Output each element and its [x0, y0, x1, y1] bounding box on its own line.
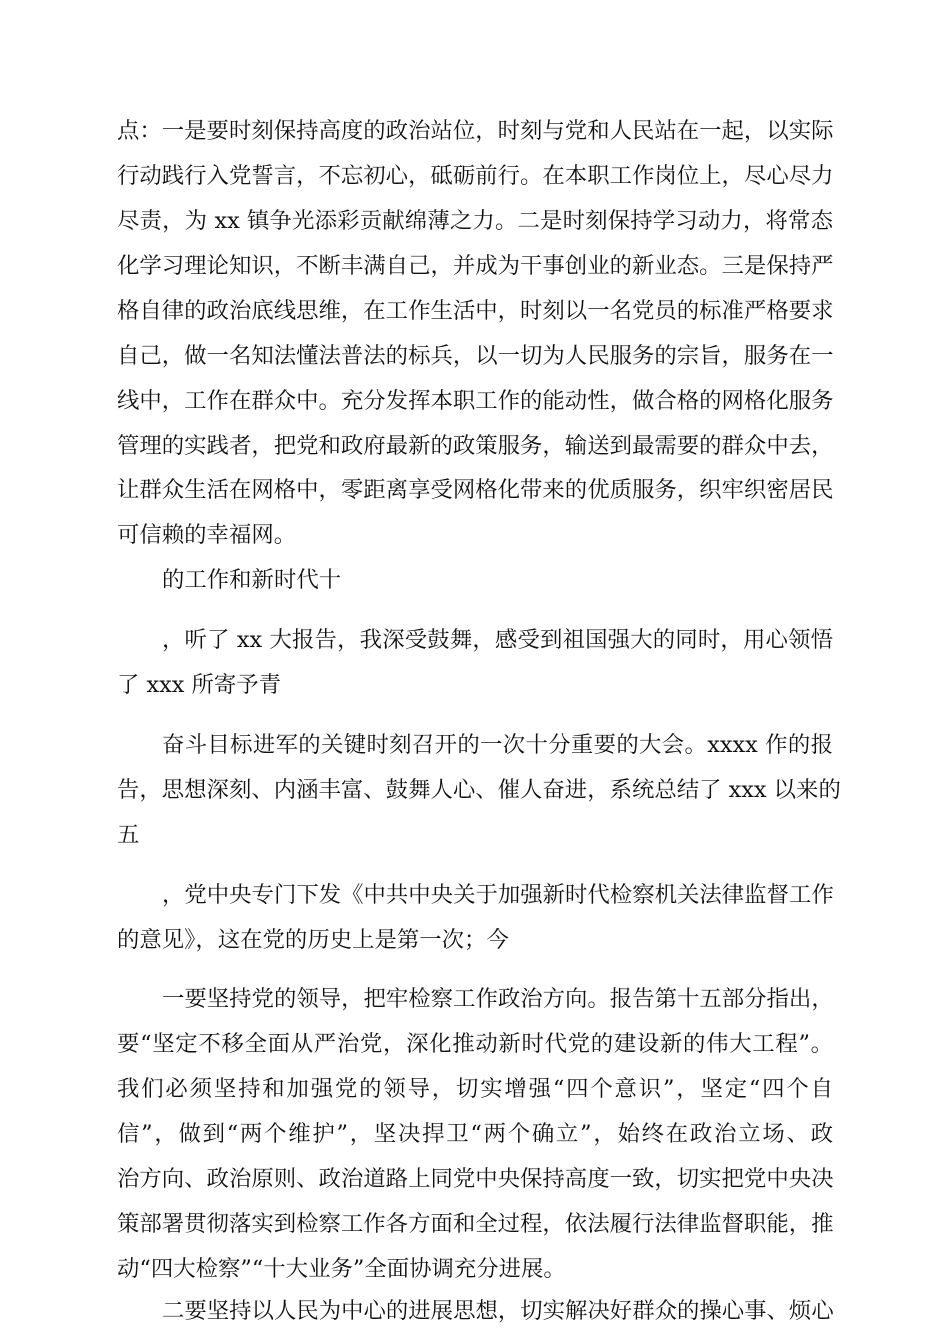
paragraph-6-line-4: 信”，做到“两个维护”，坚决捍卫“两个确立”，始终在政治立场、政: [117, 1121, 833, 1147]
paragraph-6-line-7: 动“四大检察”“十大业务”全面协调充分进展。: [117, 1256, 566, 1282]
paragraph-1-line-4: 化学习理论知识，不断丰满自己，并成为干事创业的新业态。三是保持严: [117, 253, 834, 279]
paragraph-1-line-10: 可信赖的幸福网。: [117, 522, 297, 548]
paragraph-2-line-1: 的工作和新时代十: [162, 567, 342, 593]
paragraph-6-line-2: 要“坚定不移全面从严治党，深化推动新时代党的建设新的伟大工程”。: [117, 1031, 833, 1057]
paragraph-4-line-3: 五: [117, 822, 140, 848]
paragraph-4-line-1: 奋斗目标进军的关键时刻召开的一次十分重要的大会。xxxx 作的报: [162, 732, 833, 758]
paragraph-1-line-7: 线中，工作在群众中。充分发挥本职工作的能动性，做合格的网格化服务: [117, 388, 834, 414]
paragraph-6-line-6: 策部署贯彻落实到检察工作各方面和全过程，依法履行法律监督职能，推: [117, 1211, 834, 1237]
paragraph-1-line-8: 管理的实践者，把党和政府最新的政策服务，输送到最需要的群众中去，: [117, 433, 834, 459]
paragraph-1-line-1: 点：一是要时刻保持高度的政治站位，时刻与党和人民站在一起，以实际: [117, 118, 834, 144]
paragraph-5-line-1: ，党中央专门下发《中共中央关于加强新时代检察机关法律监督工作: [162, 882, 834, 908]
paragraph-6-line-1: 一要坚持党的领导，把牢检察工作政治方向。报告第十五部分指出，: [162, 986, 834, 1012]
paragraph-1-line-3: 尽责，为 xx 镇争光添彩贡献绵薄之力。二是时刻保持学习动力，将常态: [117, 208, 833, 234]
paragraph-1-line-6: 自己，做一名知法懂法普法的标兵，以一切为人民服务的宗旨，服务在一: [117, 343, 834, 369]
paragraph-7-line-1: 二要坚持以人民为中心的进展思想，切实解决好群众的操心事、烦心: [162, 1298, 834, 1324]
paragraph-4-line-2: 告，思想深刻、内涵丰富、鼓舞人心、催人奋进，系统总结了 xxx 以来的: [117, 777, 841, 803]
paragraph-6-line-3: 我们必须坚持和加强党的领导，切实增强“四个意识”，坚定“四个自: [117, 1076, 833, 1102]
paragraph-5-line-2: 的意见》，这在党的历史上是第一次；今: [117, 927, 509, 953]
paragraph-3-line-2: 了 xxx 所寄予青: [117, 672, 282, 698]
paragraph-1-line-9: 让群众生活在网格中，零距离享受网格化带来的优质服务，织牢织密居民: [117, 477, 834, 503]
paragraph-3-line-1: ，听了 xx 大报告，我深受鼓舞，感受到祖国强大的同时，用心领悟: [162, 627, 833, 653]
paragraph-1-line-5: 格自律的政治底线思维，在工作生活中，时刻以一名党员的标准严格要求: [117, 298, 834, 324]
paragraph-1-line-2: 行动践行入党誓言，不忘初心，砥砺前行。在本职工作岗位上，尽心尽力: [117, 163, 834, 189]
paragraph-6-line-5: 治方向、政治原则、政治道路上同党中央保持高度一致，切实把党中央决: [117, 1166, 834, 1192]
